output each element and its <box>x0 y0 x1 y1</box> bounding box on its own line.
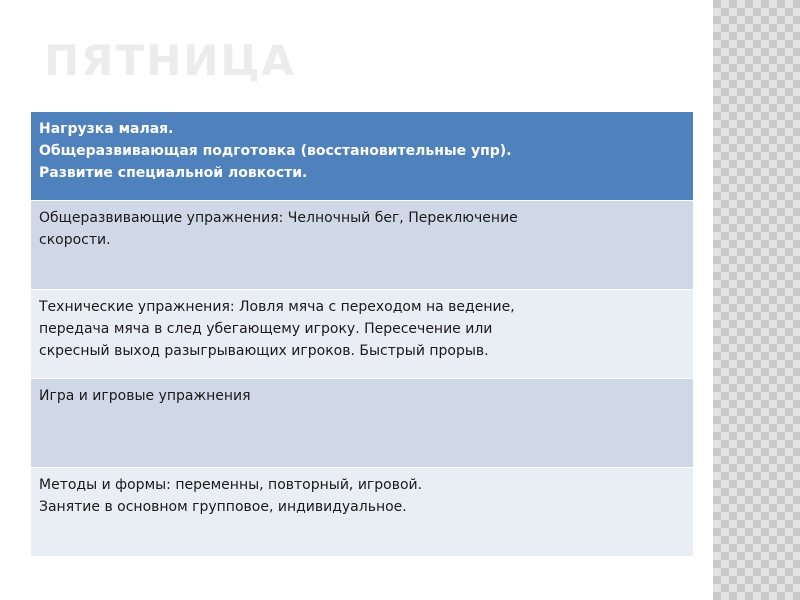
header-line-general-prep: Общеразвивающая подготовка (восстановительные упр). <box>39 143 512 159</box>
table-header-row <box>31 112 693 201</box>
table-row <box>31 468 693 557</box>
training-plan-table <box>31 112 693 557</box>
row-cell-general-exercises <box>31 201 693 290</box>
cell-line: Технические упражнения: Ловля мяча с переходом на ведение, <box>39 299 515 315</box>
cell-line: Игра и игровые упражнения <box>39 388 251 404</box>
decorative-pattern-strip <box>713 0 800 600</box>
cell-line: Общеразвивающие упражнения: Челночный бег, Переключение <box>39 210 518 226</box>
row-cell-technical-exercises <box>31 290 693 379</box>
cell-line: скресный выход разыгрывающих игроков. Быстрый прорыв. <box>39 343 489 359</box>
cell-line: передача мяча в след убегающему игроку. Пересечение или <box>39 321 493 337</box>
table-row <box>31 201 693 290</box>
table-row <box>31 290 693 379</box>
cell-line: Методы и формы: переменны, повторный, игровой. <box>39 477 423 493</box>
header-line-agility: Развитие специальной ловкости. <box>39 165 308 181</box>
cell-line: скорости. <box>39 232 111 248</box>
cell-line: Занятие в основном групповое, индивидуальное. <box>39 499 407 515</box>
header-line-load: Нагрузка малая. <box>39 121 174 137</box>
row-cell-methods <box>31 468 693 557</box>
header-cell <box>31 112 693 201</box>
slide-title: ПЯТНИЦА <box>44 36 296 85</box>
row-cell-game <box>31 379 693 468</box>
table-row <box>31 379 693 468</box>
